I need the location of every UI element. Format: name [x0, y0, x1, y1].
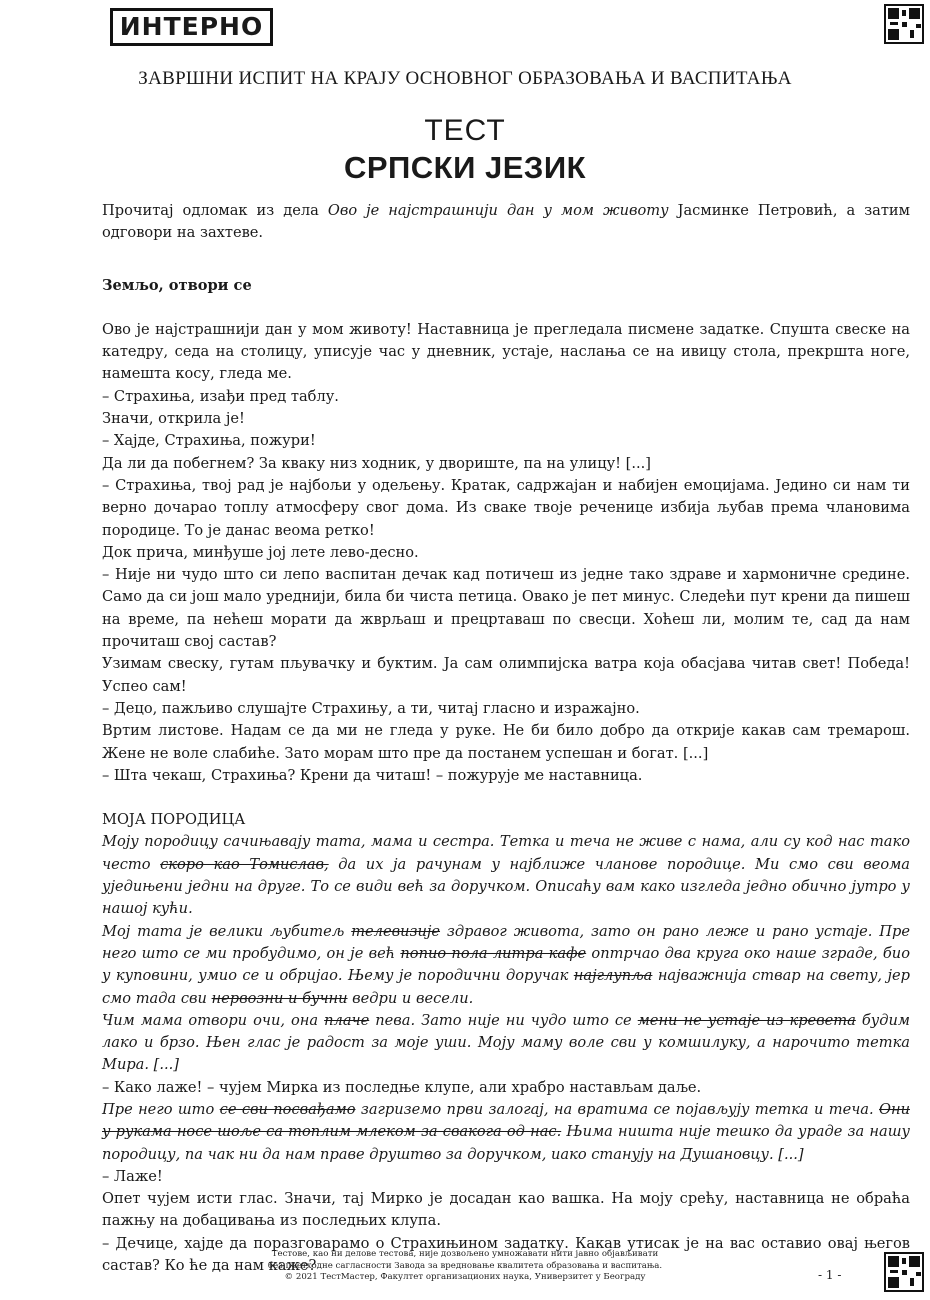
- story-paragraph: – Хајде, Страхиња, пожури!: [102, 432, 316, 450]
- story-paragraph: Да ли да побегнем? За кваку низ ходник, у двориште, па на улицу! [...]: [102, 454, 651, 472]
- essay-paragraph: Пре него што се сви посвађамо загриземо први залогај, на вратима се појављују тетка и теча. Они у рукама носе шоље са топлим млеком за свакога од нас. Њима ништа није тешко да ураде за нашу породицу, па чак ни да нам праве друштво за доручком, иако станују на Душановцу. [...]: [102, 1100, 910, 1163]
- essay-paragraph: Чим мама отвори очи, она плаче пева. Зато није ни чудо што се мени не устаје из кревета будим лако и брзо. Њен глас је радост за моје уши. Моју маму воле сви у комшилуку, а нарочито тетка Мира. [...]: [102, 1011, 910, 1074]
- copyright-footer: Тестове, као ни делове тестова, није дозвољено умножавати нити јавно објављивати без претходне сагласности Завода за вредновање квалитета образовања и васпитања. © 2021 ТестМастер, Факултет организационих наука, Универзитет у Београду: [267, 1249, 663, 1282]
- crossed-out-text: скоро као Томислав,: [160, 855, 329, 873]
- work-title: Ово је најстрашнији дан у мом животу: [327, 202, 669, 219]
- crossed-out-text: Они у рукама носе шоље са топлим млеком за свакога од нас.: [102, 1100, 910, 1141]
- essay-paragraph: Моју породицу сачињавају тата, мама и сестра. Тетка и теча не живе с нама, али су код нас тако често скоро као Томислав, да их ја рачунам у најближе чланове породице. Ми смо сви веома уједињени једни на друге. То се види већ за доручком. Описаћу вам како изгледа једно обично јутро у нашој кући.: [102, 833, 910, 918]
- story-paragraph: – Страхиња, изађи пред таблу.: [102, 387, 339, 405]
- crossed-out-text: нервозни и бучни: [211, 989, 348, 1007]
- story-paragraph: – Како лаже! – чујем Мирка из последње клупе, али храбро настављам даље.: [102, 1078, 702, 1096]
- crossed-out-text: се сви посвађамо: [219, 1100, 356, 1118]
- story-paragraph: – Лаже!: [102, 1167, 163, 1185]
- story-paragraph: Опет чујем исти глас. Значи, тај Мирко је досадан као вашка. На моју срећу, наставница не обраћа пажњу на добацивања из последњих клупа.: [102, 1190, 910, 1230]
- story-paragraph: – Дечице, хајде да поразговарамо о Страхињином задатку. Какав утисак је на вас оставио овај његов састав? Ко ће да нам каже?: [102, 1234, 910, 1275]
- intro-paragraph: Прочитај одломак из дела Ово је најстрашнији дан у мом животу Јасминке Петровић, а затим одговори на захтеве.: [102, 202, 911, 242]
- essay-paragraph: Мој тата је велики љубитељ телевизије здравог живота, зато он рано леже и рано устаје. Пре него што се ми пробудимо, он је већ попио пола литра кафе оптрчао два круга око наше зграде, био у куповини, умио се и обријао. Њему је породични доручак најглупља најважнија ствар на свету, јер смо тада сви нервозни и бучни ведри и весели.: [102, 922, 910, 1007]
- page-number: - 1 -: [818, 1268, 842, 1282]
- story-text: [102, 319, 910, 787]
- internal-stamp: ИНТЕРНО: [110, 8, 273, 46]
- story-paragraph: – Шта чекаш, Страхиња? Крени да читаш! – пожурује ме наставница.: [102, 766, 643, 784]
- story-paragraph: Значи, открила је!: [102, 410, 245, 428]
- qr-code-icon: [884, 4, 924, 44]
- document-body: [102, 200, 910, 1277]
- crossed-out-text: телевизије: [351, 922, 441, 940]
- exam-title: ЗАВРШНИ ИСПИТ НА КРАЈУ ОСНОВНОГ ОБРАЗОВАЊА И ВАСПИТАЊА: [138, 68, 792, 89]
- story-paragraph: – Децо, пажљиво слушајте Страхињу, а ти, читај гласно и изражајно.: [102, 699, 640, 717]
- story-paragraph: Док прича, минђуше јој лете лево-десно.: [102, 543, 419, 561]
- crossed-out-text: мени не устаје из кревета: [637, 1011, 856, 1029]
- crossed-out-text: плаче: [324, 1011, 370, 1029]
- qr-code-icon: [884, 1252, 924, 1292]
- subject-heading: СРПСКИ ЈЕЗИК: [343, 150, 587, 185]
- crossed-out-text: најглупља: [573, 967, 653, 985]
- story-paragraph: – Страхиња, твој рад је најбољи у одељењу. Кратак, садржајан и набијен емоцијама. Једино си нам ти верно дочарао топлу атмосферу свог дома. Из сваке твоје реченице избија љубав према члановима породице. То је данас веома ретко!: [102, 476, 910, 539]
- essay-title: МОЈА ПОРОДИЦА: [102, 811, 246, 829]
- test-heading: ТЕСТ: [424, 114, 506, 147]
- story-paragraph: Ово је најстрашнији дан у мом животу! Наставница је прегледала писмене задатке. Спушта свеске на катедру, седа на столицу, уписује час у дневник, устаје, наслања се на ивицу стола, прекршта ноге, намешта косу, гледа ме.: [102, 320, 910, 383]
- story-paragraph: Узимам свеску, гутам пљувачку и буктим. Ја сам олимпијска ватра која обасјава читав свет! Победа! Успео сам!: [102, 655, 910, 695]
- story-paragraph: – Није ни чудо што си лепо васпитан дечак кад потичеш из једне тако здраве и хармоничне средине. Само да си још мало уреднији, била би чиста петица. Овако је пет минус. Следећи пут крени да пишеш на време, па нећеш морати да жврљаш и прецртаваш по свесци. Хоћеш ли, молим те, сад да нам прочиташ свој састав?: [102, 566, 910, 651]
- excerpt-title: Земљо, отвори се: [102, 276, 252, 294]
- crossed-out-text: попио пола литра кафе: [400, 944, 587, 962]
- story-paragraph: Вртим листове. Надам се да ми не гледа у руке. Не би било добро да открије какав сам тремарош. Жене не воле слабиће. Зато морам што пре да постанем успешан и богат. [...]: [102, 722, 910, 762]
